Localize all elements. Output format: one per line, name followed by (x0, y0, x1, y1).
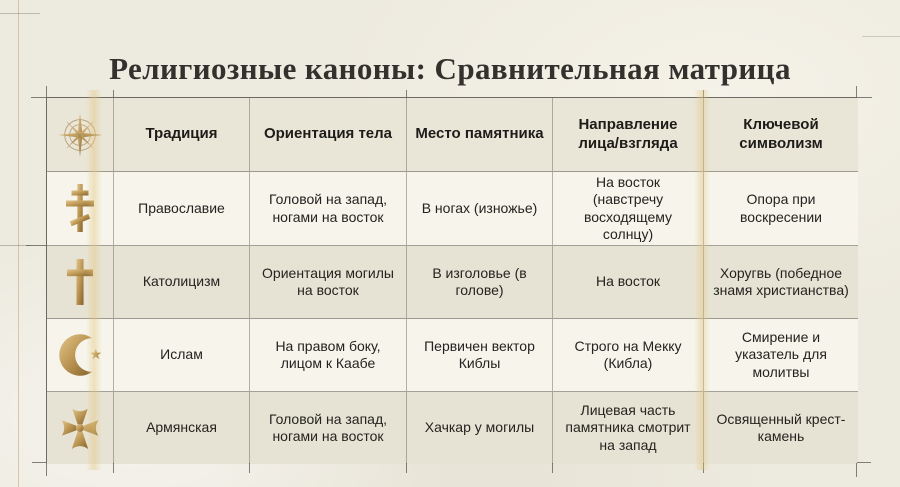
grid-overshoot-line (856, 463, 857, 477)
key-symbolism-cell: Смирение и указатель для молитвы (704, 319, 858, 392)
key-symbolism-cell: Опора при воскресении (704, 172, 858, 246)
grid-overshoot-line (857, 462, 871, 463)
compass-rose-icon (47, 98, 114, 172)
column-header-key-symbolism: Ключевой символизм (704, 98, 858, 172)
body-orientation-cell: Головой на запад, ногами на восток (250, 392, 407, 464)
tradition-cell: Католицизм (114, 246, 250, 319)
body-orientation-cell: На правом боку, лицом к Каабе (250, 319, 407, 392)
monument-place-cell: Первичен вектор Киблы (407, 319, 553, 392)
grid-overshoot-line (552, 463, 553, 473)
column-header-face-direction: Направление лица/взгляда (553, 98, 704, 172)
column-header-tradition: Традиция (114, 98, 250, 172)
grid-overshoot-line (857, 97, 872, 98)
grid-overshoot-line (113, 463, 114, 473)
grid-overshoot-line (26, 245, 46, 246)
paper-tick-line (0, 13, 40, 14)
face-direction-cell: Строго на Мекку (Кибла) (553, 319, 704, 392)
grid-overshoot-line (406, 90, 407, 97)
key-symbolism-cell: Хоругвь (победное знамя христианства) (704, 246, 858, 319)
column-header-body-orientation: Ориентация тела (250, 98, 407, 172)
comparison-table (46, 97, 857, 463)
crescent-star-icon (47, 319, 114, 392)
key-symbolism-cell: Освященный крест-камень (704, 392, 858, 464)
grid-overshoot-line (703, 90, 704, 97)
grid-overshoot-line (249, 463, 250, 473)
page-title: Религиозные каноны: Сравнительная матрица (109, 50, 791, 86)
grid-overshoot-line (46, 86, 47, 97)
paper-tick-line (862, 36, 900, 37)
orthodox-cross-icon (47, 172, 114, 246)
face-direction-cell: На восток (553, 246, 704, 319)
body-orientation-cell: Ориентация могилы на восток (250, 246, 407, 319)
latin-cross-icon (47, 246, 114, 319)
grid-overshoot-line (113, 90, 114, 97)
tradition-cell: Православие (114, 172, 250, 246)
face-direction-cell: Лицевая часть памятника смотрит на запад (553, 392, 704, 464)
grid-overshoot-line (31, 97, 46, 98)
tradition-cell: Армянская (114, 392, 250, 464)
grid-overshoot-line (856, 86, 857, 97)
monument-place-cell: В изголовье (в голове) (407, 246, 553, 319)
grid-overshoot-line (703, 463, 704, 473)
armenian-cross-icon (47, 392, 114, 464)
grid-overshoot-line (406, 463, 407, 473)
monument-place-cell: Хачкар у могилы (407, 392, 553, 464)
grid-overshoot-line (32, 462, 46, 463)
grid-overshoot-line (46, 463, 47, 476)
body-orientation-cell: Головой на запад, ногами на восток (250, 172, 407, 246)
column-header-monument-place: Место памятника (407, 98, 553, 172)
face-direction-cell: На восток (навстречу восходящему солнцу) (553, 172, 704, 246)
tradition-cell: Ислам (114, 319, 250, 392)
monument-place-cell: В ногах (изножье) (407, 172, 553, 246)
